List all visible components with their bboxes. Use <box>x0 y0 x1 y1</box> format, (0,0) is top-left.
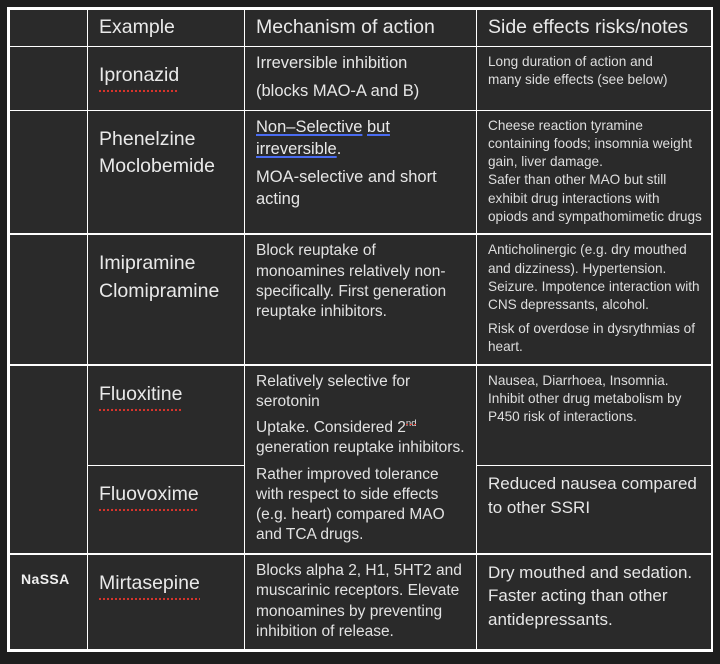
drug-name-mirtasepine: Mirtasepine <box>99 570 200 598</box>
class-label-row2 <box>21 117 78 127</box>
drug-name-ipronazid: Ipronazid <box>99 62 179 90</box>
class-cell-row1 <box>10 47 88 111</box>
mechanism-rest-row2: MOA-selective and short acting <box>256 167 437 208</box>
mechanism-para-1: Relatively selective for serotonin <box>256 373 411 411</box>
drug-name-group-fluoxitine <box>99 372 235 409</box>
drug-name-group-row1 <box>99 53 235 90</box>
mechanism-text-row1 <box>256 53 467 103</box>
table-row-fluoxitine <box>10 365 712 466</box>
mechanism-link-part-3[interactable]: irreversible <box>256 139 337 158</box>
table-row-imipramine <box>10 234 712 365</box>
example-cell-row2 <box>88 110 245 234</box>
class-cell-row3 <box>10 234 88 365</box>
side-effects-text-fluoxitine: Nausea, Diarrhoea, Insomnia. Inhibit other drug metabolism by P450 risk of interactions. <box>488 373 682 425</box>
side-effects-text-fluovoxime: Reduced nausea compared to other SSRI <box>488 474 697 517</box>
table-header-row <box>10 10 712 47</box>
example-cell-row1 <box>88 47 245 111</box>
class-cell-row2 <box>10 110 88 234</box>
table-row-phenelzine <box>10 110 712 234</box>
mechanism-text-row3: Block reuptake of monoamines relatively non-specifically. First generation reuptake inhibitors. <box>256 242 447 320</box>
class-label-row4 <box>21 372 78 382</box>
mechanism-cell-row1 <box>245 47 477 111</box>
header-example-label: Example <box>99 16 175 38</box>
side-effects-text-row2 <box>488 117 702 226</box>
mechanism-para-3: Rather improved tolerance with respect to side effects (e.g. heart) compared MAO and TCA drugs. <box>256 465 445 544</box>
header-cell-mechanism <box>245 10 477 47</box>
example-cell-row3 <box>88 234 245 365</box>
side-effects-cell-row1 <box>477 47 712 111</box>
mechanism-link-period: . <box>336 139 342 158</box>
drug-comparison-table <box>9 9 712 650</box>
side-effects-cell-row3 <box>477 234 712 365</box>
mechanism-text-row5: Blocks alpha 2, H1, 5HT2 and muscarinic receptors. Elevate monoamines by preventing inhibition of release. <box>256 562 462 640</box>
example-cell-mirtasepine <box>88 554 245 649</box>
header-cell-side-effects <box>477 10 712 47</box>
drug-name-phenelzine: Phenelzine <box>99 127 196 150</box>
drug-name-group-fluovoxime <box>99 472 235 509</box>
side-effects-text-row5: Dry mouthed and sedation. Faster acting than other antidepressants. <box>488 563 693 629</box>
header-cell-class <box>10 10 88 47</box>
mechanism-para-2-pre: Uptake. Considered 2 <box>256 419 406 437</box>
side-effects-text-row1 <box>488 53 702 89</box>
drug-comparison-table-container <box>7 7 713 652</box>
class-label-row3 <box>21 241 78 251</box>
side-effects-cell-fluovoxime <box>477 466 712 554</box>
side-effects-para-1: Anticholinergic (e.g. dry mouthed and dizziness). Hypertension. Seizure. Impotence interaction with CNS depressants, alcohol. <box>488 242 700 312</box>
mechanism-para-2: Uptake. Considered 2nd generation reuptake inhibitors. <box>256 418 465 457</box>
side-effects-text-row3 <box>488 241 702 356</box>
drug-name-imipramine: Imipramine <box>99 252 196 275</box>
side-effects-line-1: Long duration of action and <box>488 54 653 70</box>
mechanism-line-2: (blocks MAO-A and B) <box>256 82 420 101</box>
header-side-effects-label: Side effects risks/notes <box>488 16 689 38</box>
class-label-nassa: NaSSA <box>21 571 70 588</box>
side-effects-cell-fluoxitine <box>477 365 712 466</box>
mechanism-cell-row5 <box>245 554 477 649</box>
side-effects-cell-row5 <box>477 554 712 649</box>
side-effects-para-2: Risk of overdose in dysrythmias of heart. <box>488 321 696 355</box>
mechanism-link-part-2[interactable]: but <box>367 117 390 136</box>
mechanism-cell-row3 <box>245 234 477 365</box>
mechanism-cell-row4 <box>245 365 477 554</box>
header-mechanism-label: Mechanism of action <box>256 16 435 38</box>
side-effects-para-2: Safer than other MAO but still exhibit drug interactions with opiods and sympathomimetic drugs <box>488 172 702 224</box>
header-cell-example <box>88 10 245 47</box>
class-cell-row4 <box>10 365 88 554</box>
drug-name-fluovoxime: Fluovoxime <box>99 481 199 509</box>
drug-name-fluoxitine: Fluoxitine <box>99 381 182 409</box>
side-effects-line-2: many side effects (see below) <box>488 72 668 88</box>
mechanism-text-row4 <box>256 372 467 545</box>
side-effects-cell-row2 <box>477 110 712 234</box>
mechanism-text-row2 <box>256 117 467 211</box>
drug-name-clomipramine: Clomipramine <box>99 280 220 303</box>
drug-name-moclobemide: Moclobemide <box>99 155 215 178</box>
class-cell-nassa <box>10 554 88 649</box>
class-label-row1 <box>21 53 78 63</box>
mechanism-cell-row2 <box>245 110 477 234</box>
mechanism-link-part-1[interactable]: Non–Selective <box>256 117 363 136</box>
drug-name-group-row2 <box>99 117 235 181</box>
table-row-mirtasepine <box>10 554 712 649</box>
example-cell-fluovoxime <box>88 466 245 554</box>
mechanism-link-paragraph <box>256 117 467 161</box>
mechanism-line-1: Irreversible inhibition <box>256 54 408 73</box>
table-row-ipronazid <box>10 47 712 111</box>
drug-name-group-mirtasepine <box>99 561 235 598</box>
example-cell-fluoxitine <box>88 365 245 466</box>
side-effects-para-1: Cheese reaction tyramine containing foods; insomnia weight gain, liver damage. <box>488 117 693 170</box>
drug-name-group-row3 <box>99 241 235 305</box>
mechanism-para-2-post: generation reuptake inhibitors. <box>256 439 465 457</box>
